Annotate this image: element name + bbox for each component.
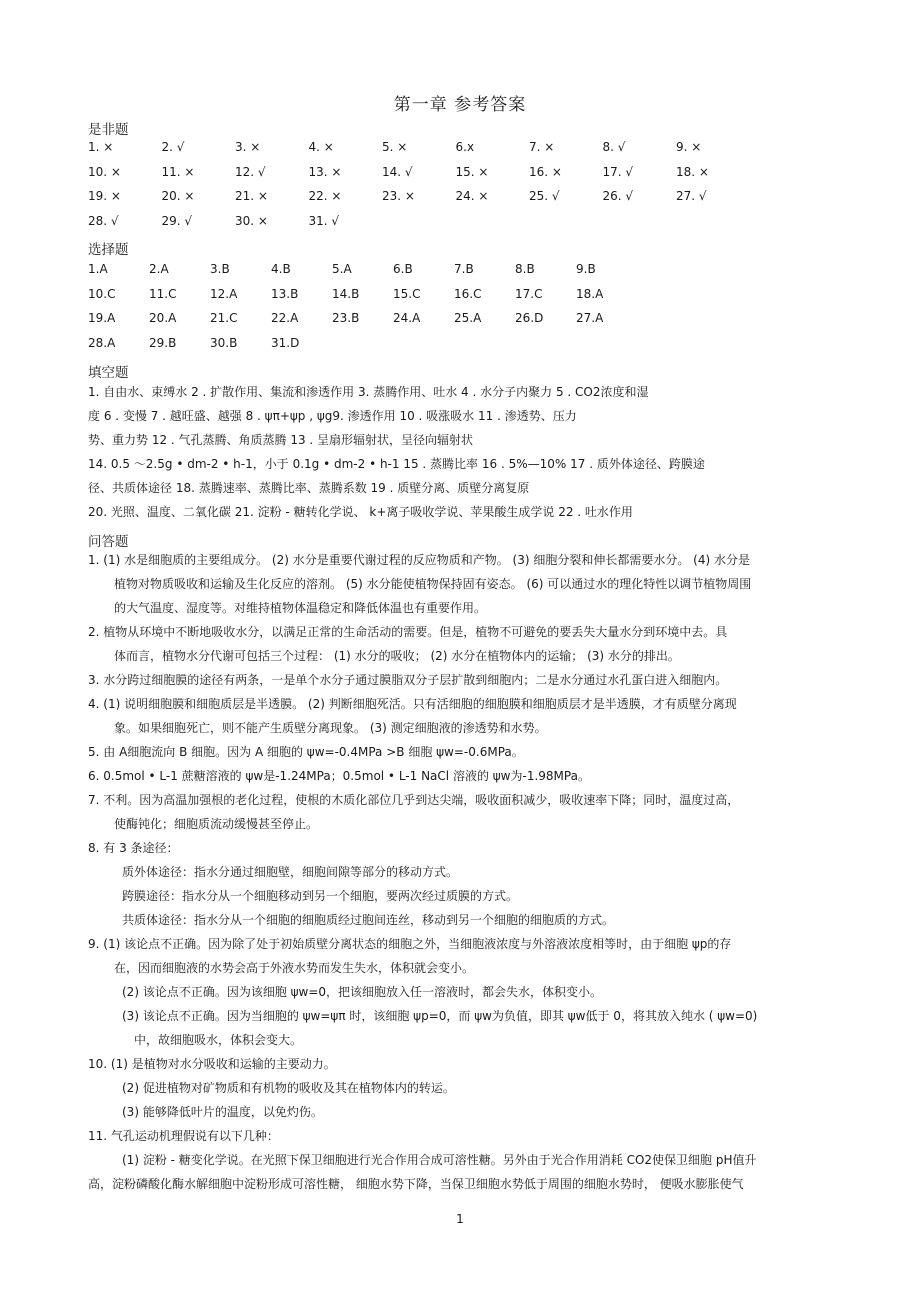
qa-line: 7. 不利。因为高温加强根的老化过程，使根的木质化部位几乎到达尖端，吸收面积减少，吸收速率下降；同时，温度过高，: [88, 793, 740, 807]
answer-item: 1.A: [88, 262, 108, 276]
answer-item: 24.A: [393, 311, 421, 325]
answer-item: 12. √: [235, 164, 266, 179]
qa-line: 6. 0.5mol • L-1 蔗糖溶液的 ψw是-1.24MPa；0.5mol • L-1 NaCl 溶液的 ψw为-1.98MPa。: [88, 769, 590, 783]
answer-item: 5.A: [332, 262, 352, 276]
answer-item: 8. √: [602, 140, 626, 154]
answer-item: 17.C: [515, 286, 543, 301]
fill-blank-line: 20. 光照、温度、二氧化碳 21. 淀粉 - 糖转化学说、 k+离子吸收学说、苹果酸生成学说 22 . 吐水作用: [88, 505, 633, 519]
qa-line: 中，故细胞吸水，体积会变大。: [134, 1033, 303, 1047]
answer-item: 10.C: [88, 286, 116, 301]
fill-blank-line: 1. 自由水、束缚水 2 . 扩散作用、集流和渗透作用 3. 蒸腾作用、吐水 4 . 水分子内聚力 5 . CO2浓度和湿: [88, 385, 649, 399]
answer-item: 29. √: [161, 213, 193, 228]
answer-item: 2.A: [149, 262, 169, 276]
qa-line: (3) 该论点不正确。因为当细胞的 ψw=ψπ 时，该细胞 ψp=0，而 ψw为负值，即其 ψw低于 0，将其放入纯水 ( ψw=0): [122, 1009, 758, 1023]
answer-item: 26. √: [602, 189, 634, 203]
answer-item: 10. ×: [88, 164, 121, 179]
qa-line: 体而言，植物水分代谢可包括三个过程： (1) 水分的吸收； (2) 水分在植物体内的运输； (3) 水分的排出。: [114, 649, 680, 663]
page-title: 第一章 参考答案: [393, 95, 527, 115]
answer-item: 14.B: [332, 286, 360, 301]
answer-item: 18. ×: [676, 164, 709, 179]
answer-item: 1. ×: [88, 140, 114, 154]
answer-item: 28.A: [88, 335, 116, 350]
qa-answers: [88, 548, 840, 1196]
answer-item: 3. ×: [235, 140, 261, 154]
page-number: 1: [456, 1212, 464, 1226]
answer-item: 31. √: [308, 213, 340, 228]
answer-item: 30. ×: [235, 213, 268, 228]
answer-item: 11. ×: [161, 164, 195, 179]
answer-item: 27. √: [676, 189, 707, 203]
answer-item: 26.D: [515, 311, 544, 325]
qa-line: 5. 由 A细胞流向 B 细胞。因为 A 细胞的 ψw=-0.4MPa >B 细胞 ψw=-0.6MPa。: [88, 745, 524, 759]
answer-item: 20. ×: [161, 189, 195, 203]
qa-line: 2. 植物从环境中不断地吸收水分，以满足正常的生命活动的需要。但是，植物不可避免的要丢失大量水分到环境中去。具: [88, 625, 728, 639]
qa-line: 高，淀粉磷酸化酶水解细胞中淀粉形成可溶性糖， 细胞水势下降，当保卫细胞水势低于周围的细胞水势时， 便吸水膨胀使气: [88, 1177, 744, 1191]
answer-item: 2. √: [161, 140, 185, 154]
answer-item: 29.B: [149, 335, 177, 350]
answer-item: 13. ×: [308, 164, 342, 179]
section-heading-multiple-choice: 选择题: [88, 242, 129, 258]
qa-line: 8. 有 3 条途径：: [88, 841, 179, 855]
qa-line: 1. (1) 水是细胞质的主要组成分。 (2) 水分是重要代谢过程的反应物质和产物。 (3) 细胞分裂和伸长都需要水分。 (4) 水分是: [88, 553, 750, 567]
answer-item: 11.C: [149, 286, 177, 301]
answer-item: 27.A: [576, 311, 604, 325]
answer-item: 4. ×: [308, 140, 334, 154]
fill-blank-line: 径、共质体途径 18. 蒸腾速率、蒸腾比率、蒸腾系数 19 . 质壁分离、质壁分离复原: [88, 481, 530, 495]
fill-blank-line: 度 6 . 变慢 7 . 越旺盛、越强 8 . ψπ+ψp , ψg9. 渗透作用 10 . 吸涨吸水 11 . 渗透势、压力: [88, 409, 577, 423]
qa-line: (3) 能够降低叶片的温度，以免灼伤。: [122, 1105, 323, 1119]
answer-item: 28. √: [88, 213, 119, 228]
answer-item: 5. ×: [382, 140, 408, 154]
section-heading-qa: 问答题: [88, 534, 129, 550]
qa-line: 植物对物质吸收和运输及生化反应的溶剂。 (5) 水分能使植物保持固有姿态。 (6) 可以通过水的理化特性以调节植物周围: [114, 577, 752, 591]
qa-line: (2) 该论点不正确。因为该细胞 ψw=0，把该细胞放入任一溶液时，都会失水，体积变小。: [122, 985, 603, 999]
answer-item: 23.B: [332, 311, 360, 325]
answer-item: 21. ×: [235, 189, 268, 203]
answer-item: 3.B: [210, 262, 230, 276]
answer-item: 20.A: [149, 311, 177, 325]
answer-item: 15. ×: [455, 164, 489, 179]
qa-line: 11. 气孔运动机理假说有以下几种：: [88, 1129, 279, 1143]
qa-line: 质外体途径：指水分通过细胞壁，细胞间隙等部分的移动方式。: [122, 865, 459, 879]
answer-item: 17. √: [602, 164, 634, 179]
answer-item: 15.C: [393, 286, 421, 301]
qa-line: (2) 促进植物对矿物质和有机物的吸收及其在植物体内的转运。: [122, 1081, 455, 1095]
answer-item: 9.B: [576, 262, 596, 276]
answer-item: 13.B: [271, 286, 299, 301]
section-heading-fill-blank: 填空题: [88, 365, 129, 381]
qa-line: 3. 水分跨过细胞膜的途径有两条，一是单个水分子通过膜脂双分子层扩散到细胞内；二是水分通过水孔蛋白进入细胞内。: [88, 673, 728, 687]
answer-item: 22. ×: [308, 189, 342, 203]
qa-line: 共质体途径：指水分从一个细胞的细胞质经过胞间连丝，移动到另一个细胞的细胞质的方式。: [122, 913, 615, 927]
qa-line: 跨膜途径：指水分从一个细胞移动到另一个细胞，要两次经过质膜的方式。: [122, 889, 519, 903]
answer-item: 31.D: [271, 335, 300, 350]
answer-item: 6.x: [455, 140, 475, 154]
answer-item: 7. ×: [529, 140, 555, 154]
answer-item: 23. ×: [382, 189, 415, 203]
answer-item: 18.A: [576, 286, 604, 301]
answer-item: 8.B: [515, 262, 535, 276]
answer-item: 25.A: [454, 311, 482, 325]
answer-item: 25. √: [529, 189, 560, 203]
answer-item: 4.B: [271, 262, 291, 276]
fill-blank-answers: [88, 380, 840, 524]
answer-item: 21.C: [210, 311, 238, 325]
qa-line: 9. (1) 该论点不正确。因为除了处于初始质壁分离状态的细胞之外，当细胞液浓度与外溶液浓度相等时，由于细胞 ψp的存: [88, 937, 732, 951]
answer-item: 12.A: [210, 286, 238, 301]
qa-line: 4. (1) 说明细胞膜和细胞质层是半透膜。 (2) 判断细胞死活。只有活细胞的细胞膜和细胞质层才是半透膜，才有质壁分离现: [88, 697, 737, 711]
answer-item: 6.B: [393, 262, 413, 276]
answer-item: 19. ×: [88, 189, 121, 203]
answer-item: 24. ×: [455, 189, 489, 203]
fill-blank-line: 14. 0.5 ～2.5g • dm-2 • h-1，小于 0.1g • dm-2 • h-1 15 . 蒸腾比率 16 . 5%—10% 17 . 质外体途径、跨膜途: [88, 457, 705, 471]
qa-line: 10. (1) 是植物对水分吸收和运输的主要动力。: [88, 1057, 336, 1071]
answer-item: 7.B: [454, 262, 474, 276]
qa-line: 在，因而细胞液的水势会高于外液水势而发生失水，体积就会变小。: [114, 961, 475, 975]
answer-item: 19.A: [88, 311, 116, 325]
qa-line: (1) 淀粉 - 糖变化学说。在光照下保卫细胞进行光合作用合成可溶性糖。另外由于光合作用消耗 CO2使保卫细胞 pH值升: [122, 1153, 757, 1167]
qa-line: 使酶钝化；细胞质流动缓慢甚至停止。: [114, 817, 319, 831]
answer-item: 16. ×: [529, 164, 562, 179]
qa-line: 象。如果细胞死亡，则不能产生质壁分离现象。 (3) 测定细胞液的渗透势和水势。: [114, 721, 547, 735]
section-heading-true-false: 是非题: [88, 122, 129, 138]
qa-line: 的大气温度、湿度等。对维持植物体温稳定和降低体温也有重要作用。: [114, 601, 487, 615]
answer-item: 9. ×: [676, 140, 702, 154]
answer-item: 14. √: [382, 164, 413, 179]
fill-blank-line: 势、重力势 12 . 气孔蒸腾、角质蒸腾 13 . 呈扇形辐射状，呈径向辐射状: [88, 433, 474, 447]
answer-item: 30.B: [210, 335, 238, 350]
answer-item: 16.C: [454, 286, 482, 301]
answer-item: 22.A: [271, 311, 299, 325]
